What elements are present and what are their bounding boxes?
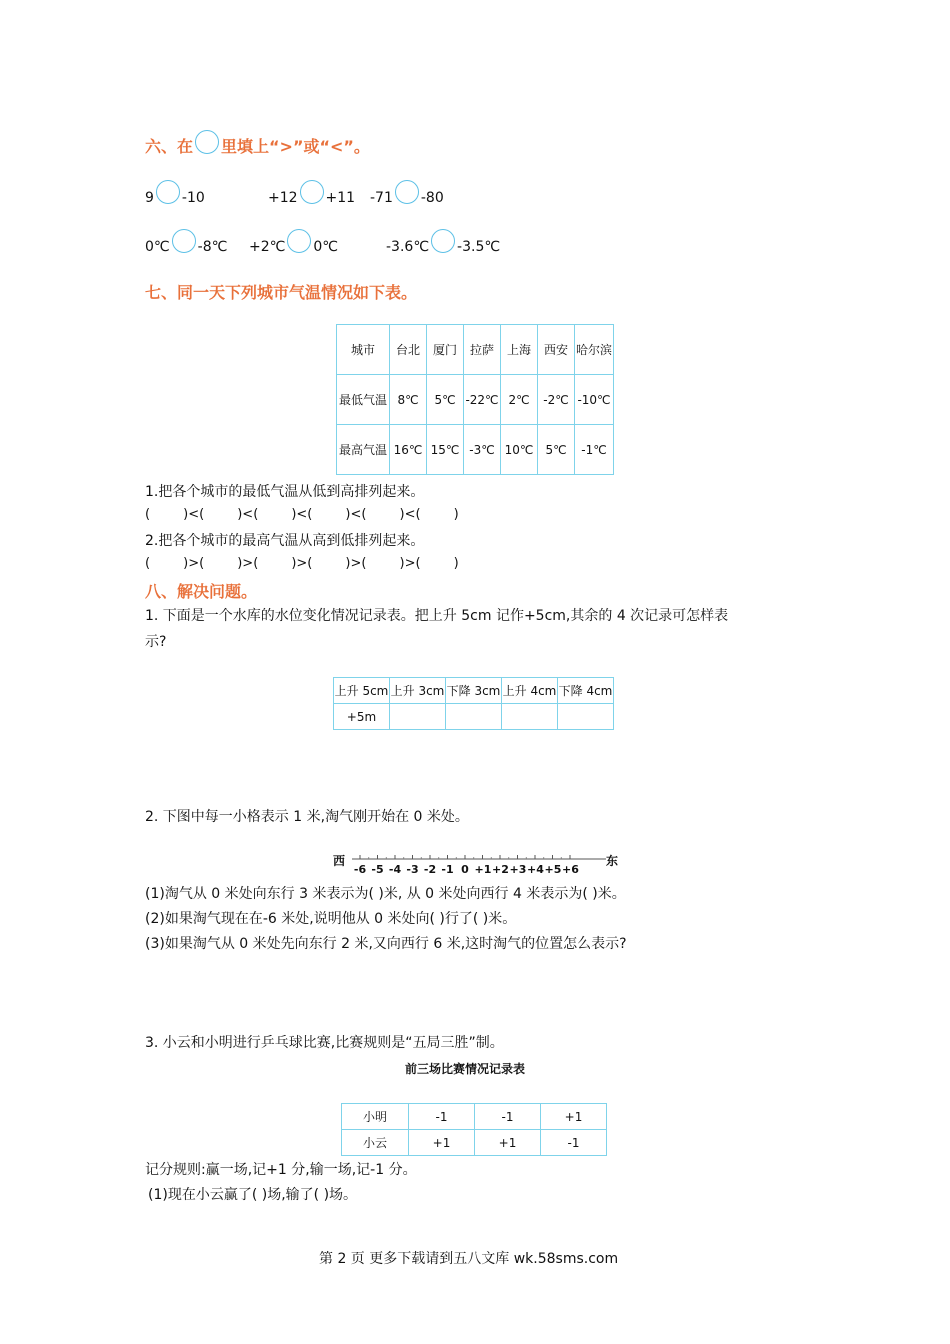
table-cell: -22℃ xyxy=(464,375,501,425)
answer-circle[interactable] xyxy=(172,229,196,253)
table-header: 上海 xyxy=(501,325,538,375)
table-cell: +1 xyxy=(409,1130,475,1156)
compare-right: -8℃ xyxy=(197,239,228,255)
table-cell: 5℃ xyxy=(538,425,575,475)
table-header: 上升 3cm xyxy=(390,678,446,704)
table-cell: -2℃ xyxy=(538,375,575,425)
problem-2-q3: (3)如果淘气从 0 米处先向东行 2 米,又向西行 6 米,这时淘气的位置怎么表示? xyxy=(145,936,627,952)
compare-right: +11 xyxy=(325,190,356,206)
compare-left: -3.6℃ xyxy=(386,239,430,255)
table-row xyxy=(337,425,614,475)
player-name: 小明 xyxy=(342,1104,409,1130)
table-row xyxy=(342,1130,607,1156)
tick-label: -2 xyxy=(423,863,437,876)
answer-circle xyxy=(195,130,219,154)
table-header: 上升 4cm xyxy=(502,678,558,704)
table-cell: +5m xyxy=(334,704,390,730)
tick-label: -4 xyxy=(388,863,402,876)
table-header: 城市 xyxy=(337,325,390,375)
tick-label: +5 xyxy=(544,863,562,876)
table-row xyxy=(334,678,614,704)
table-cell-blank[interactable] xyxy=(390,704,446,730)
table-cell: -10℃ xyxy=(575,375,614,425)
table-cell-blank[interactable] xyxy=(446,704,502,730)
compare-item xyxy=(145,186,205,210)
table-header: 厦门 xyxy=(427,325,464,375)
player-name: 小云 xyxy=(342,1130,409,1156)
match-table-title: 前三场比赛情况记录表 xyxy=(405,1062,526,1076)
problem-2-text: 2. 下图中每一小格表示 1 米,淘气刚开始在 0 米处。 xyxy=(145,809,469,825)
table-cell: -3℃ xyxy=(464,425,501,475)
table-header: 下降 4cm xyxy=(558,678,614,704)
table-header: 拉萨 xyxy=(464,325,501,375)
tick-label: 0 xyxy=(461,863,469,876)
temperature-table xyxy=(336,324,614,475)
compare-left: 9 xyxy=(145,190,154,206)
compare-item xyxy=(268,186,355,210)
table-row xyxy=(337,375,614,425)
water-level-table xyxy=(333,677,614,730)
compare-item xyxy=(386,235,500,259)
section6-title xyxy=(145,134,370,160)
tick-label: +3 xyxy=(509,863,527,876)
table-cell: +1 xyxy=(475,1130,541,1156)
tick-label: +4 xyxy=(527,863,544,876)
tick-label: -3 xyxy=(406,863,419,876)
answer-blanks-1[interactable]: ( )<( )<( )<( )<( )<( ) xyxy=(145,507,459,522)
table-cell: -1℃ xyxy=(575,425,614,475)
compare-right: -80 xyxy=(420,190,444,206)
answer-circle[interactable] xyxy=(156,180,180,204)
table-row-label: 最高气温 xyxy=(337,425,390,475)
table-cell: 2℃ xyxy=(501,375,538,425)
tick-label: +6 xyxy=(562,863,579,876)
section7-title: 七、同一天下列城市气温情况如下表。 xyxy=(145,283,418,302)
table-cell: 16℃ xyxy=(390,425,427,475)
answer-circle[interactable] xyxy=(300,180,324,204)
table-cell: 15℃ xyxy=(427,425,464,475)
east-label: 东 xyxy=(606,854,619,868)
compare-right: -10 xyxy=(181,190,205,206)
question-2: 2.把各个城市的最高气温从高到低排列起来。 xyxy=(145,533,425,549)
compare-left: 0℃ xyxy=(145,239,170,255)
section8-title: 八、解决问题。 xyxy=(145,582,258,601)
answer-circle[interactable] xyxy=(287,229,311,253)
table-row xyxy=(337,325,614,375)
table-cell: +1 xyxy=(541,1104,607,1130)
compare-right: 0℃ xyxy=(313,239,339,255)
answer-circle[interactable] xyxy=(395,180,419,204)
table-cell: 10℃ xyxy=(501,425,538,475)
compare-left: -71 xyxy=(370,190,393,206)
match-table xyxy=(341,1103,607,1156)
compare-item xyxy=(370,186,444,210)
tick-label: +2 xyxy=(492,863,509,876)
table-header: 上升 5cm xyxy=(334,678,390,704)
table-cell: -1 xyxy=(409,1104,475,1130)
compare-right: -3.5℃ xyxy=(457,239,501,255)
problem-2-q2: (2)如果淘气现在在-6 米处,说明他从 0 米处向( )行了( )米。 xyxy=(145,911,517,927)
compare-left: +2℃ xyxy=(249,239,286,255)
table-cell: 5℃ xyxy=(427,375,464,425)
tick-label: -5 xyxy=(371,863,384,876)
problem-2-q1: (1)淘气从 0 米处向东行 3 米表示为( )米, 从 0 米处向西行 4 米表示为( )米。 xyxy=(145,886,626,902)
table-header: 哈尔滨 xyxy=(575,325,614,375)
west-label: 西 xyxy=(333,854,346,868)
tick-label: +1 xyxy=(474,863,492,876)
table-cell: 8℃ xyxy=(390,375,427,425)
question-1: 1.把各个城市的最低气温从低到高排列起来。 xyxy=(145,484,425,500)
answer-circle[interactable] xyxy=(431,229,455,253)
table-cell-blank[interactable] xyxy=(502,704,558,730)
problem-1-text-cont: 示? xyxy=(145,634,167,650)
section6-title-suffix: 里填上“>”或“<”。 xyxy=(221,137,370,156)
page-footer: 第 2 页 更多下载请到五八文库 wk.58sms.com xyxy=(319,1251,619,1267)
scoring-rule: 记分规则:赢一场,记+1 分,输一场,记-1 分。 xyxy=(145,1162,417,1178)
section6-title-prefix: 六、在 xyxy=(145,137,194,156)
problem-1-text: 1. 下面是一个水库的水位变化情况记录表。把上升 5cm 记作+5cm,其余的 4 次记录可怎样表 xyxy=(145,608,729,624)
problem-3-q1: (1)现在小云赢了( )场,输了( )场。 xyxy=(148,1187,358,1203)
table-header: 台北 xyxy=(390,325,427,375)
answer-blanks-2[interactable]: ( )>( )>( )>( )>( )>( ) xyxy=(145,556,459,571)
number-line xyxy=(330,850,620,880)
compare-item xyxy=(249,235,338,259)
problem-3-text: 3. 小云和小明进行乒乓球比赛,比赛规则是“五局三胜”制。 xyxy=(145,1035,504,1051)
compare-item xyxy=(145,235,227,259)
tick-label: -6 xyxy=(353,863,367,876)
table-cell: -1 xyxy=(541,1130,607,1156)
table-row xyxy=(342,1104,607,1130)
table-header: 下降 3cm xyxy=(446,678,502,704)
table-row-label: 最低气温 xyxy=(337,375,390,425)
compare-left: +12 xyxy=(268,190,298,206)
table-cell: -1 xyxy=(475,1104,541,1130)
tick-label: -1 xyxy=(441,863,454,876)
table-cell-blank[interactable] xyxy=(558,704,614,730)
table-row xyxy=(334,704,614,730)
table-header: 西安 xyxy=(538,325,575,375)
